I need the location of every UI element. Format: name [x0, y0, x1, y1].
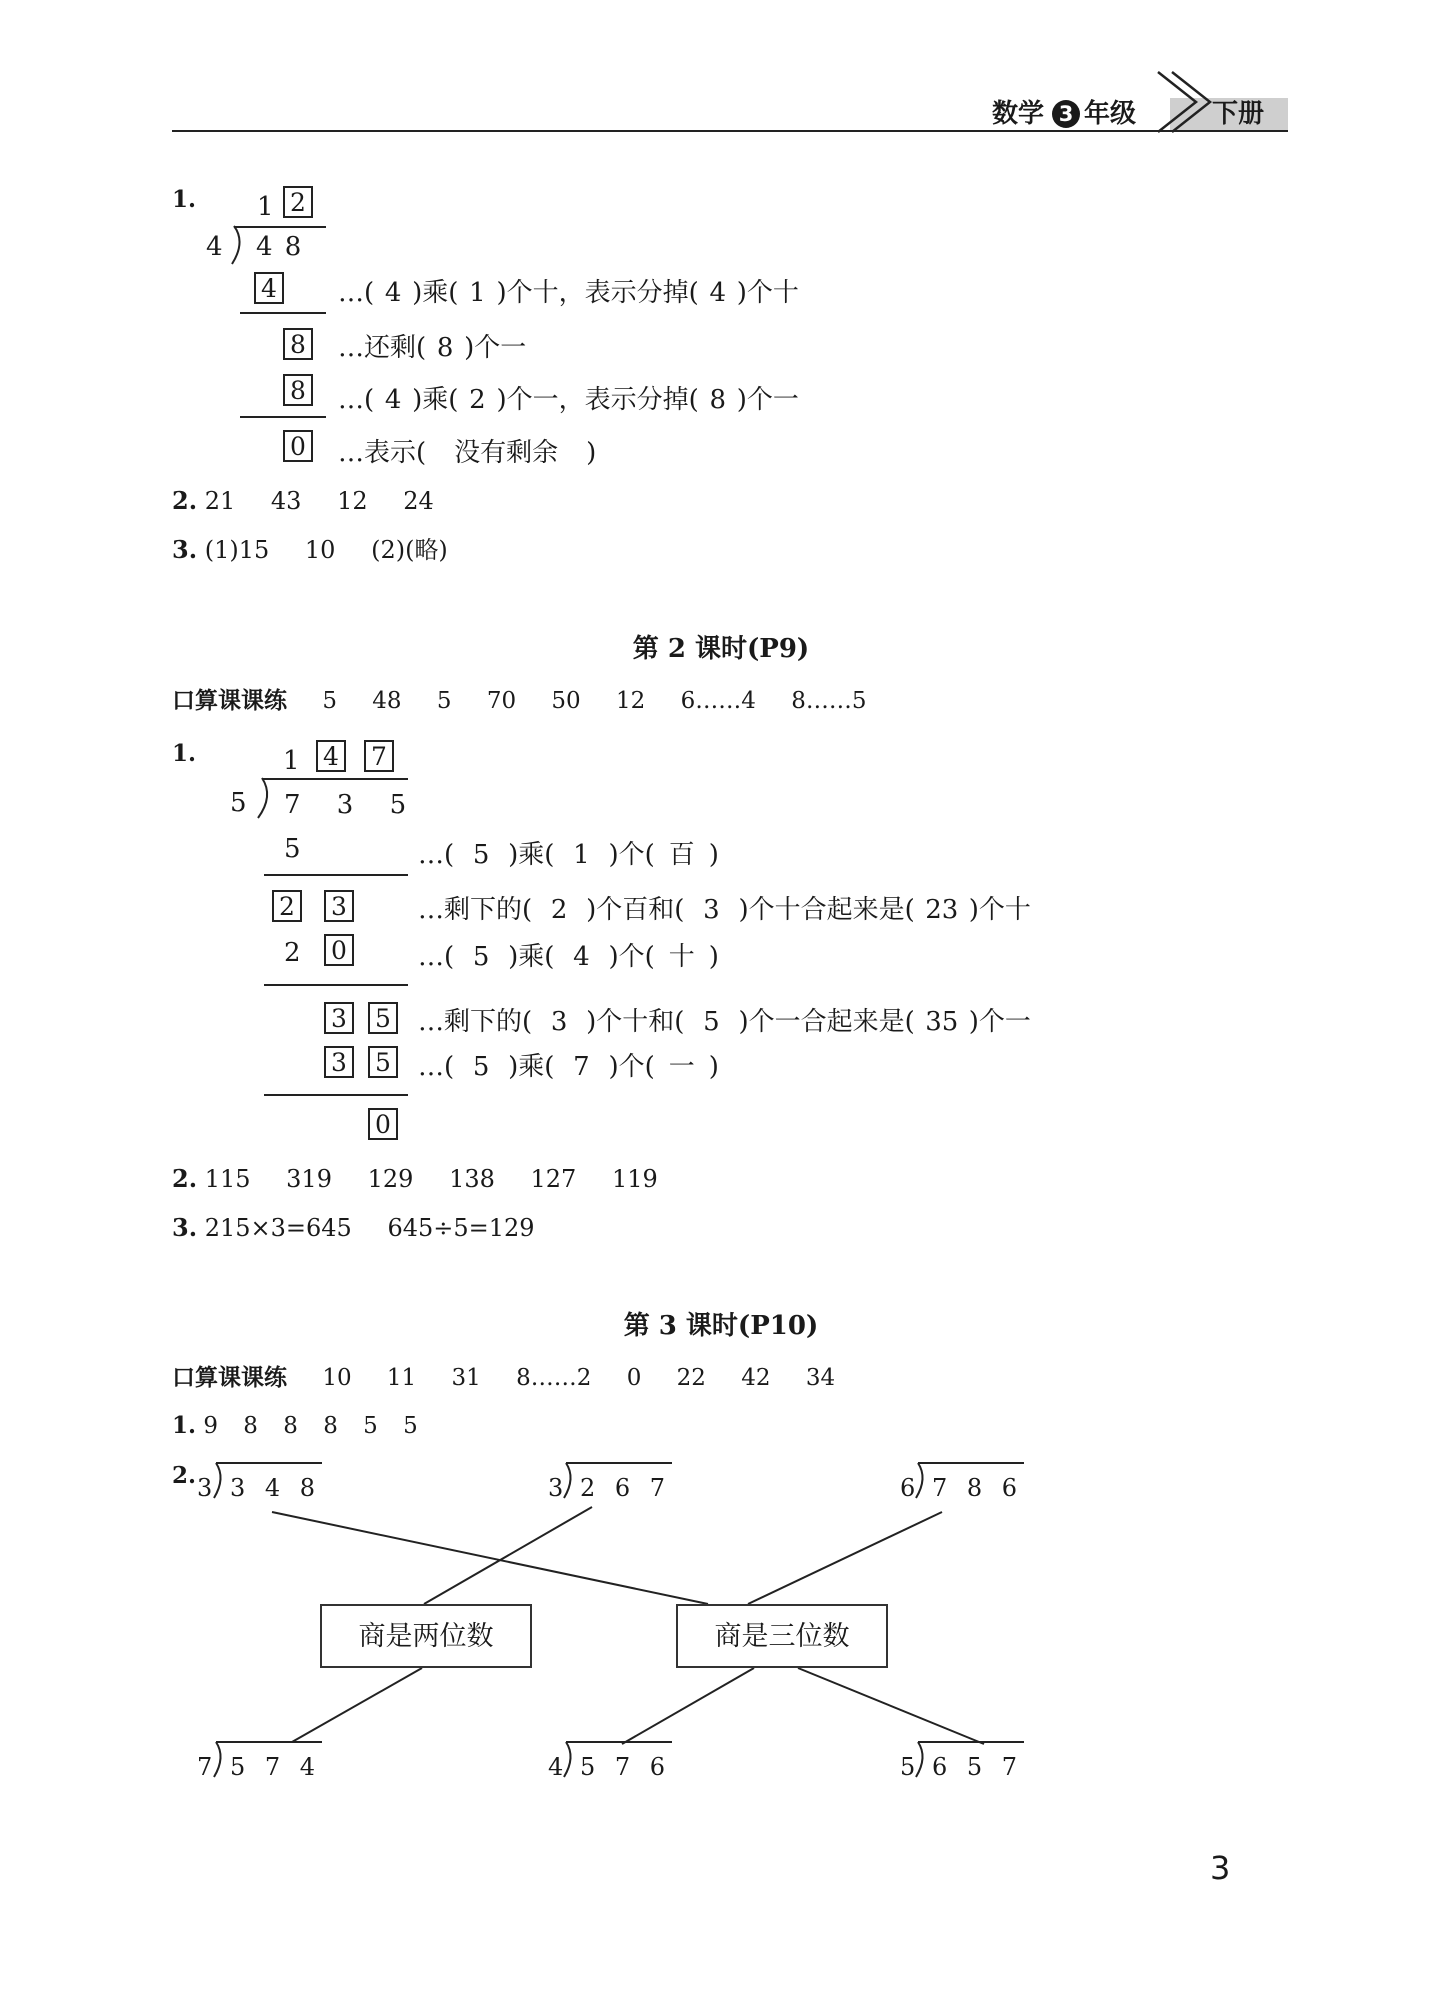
divisor: 4	[206, 232, 223, 262]
lesson1-q3: 3. (1)15 10 (2)(略)	[172, 535, 448, 564]
step-box: 0	[324, 934, 354, 966]
header-volume: 下册	[1212, 99, 1265, 129]
quotient-digit: 1	[283, 746, 300, 776]
division-dividend: 6 5 7	[932, 1753, 1024, 1781]
explanation-line: …剩下的( 3 )个十和( 5 )个一合起来是( 35 )个一	[418, 1007, 1031, 1037]
step-box: 4	[254, 272, 284, 304]
step-value: 2	[284, 938, 301, 968]
explanation-line: …表示( 没有剩余 )	[338, 438, 597, 468]
division-divisor: 5	[900, 1753, 916, 1781]
lesson2-q2: 2. 115 319 129 138 127 119	[172, 1164, 658, 1193]
step-box: 5	[368, 1046, 398, 1078]
divisor: 5	[230, 788, 247, 818]
lesson2-q1-number: 1.	[172, 740, 197, 767]
explanation-line: …( 4 )乘( 2 )个一，表示分掉( 8 )个一	[338, 385, 799, 415]
lesson1-q1-number: 1.	[172, 186, 197, 213]
division-dividend: 7 8 6	[932, 1474, 1024, 1502]
lesson3-q1: 1. 9 8 8 8 5 5	[172, 1412, 418, 1439]
step-box: 0	[368, 1108, 398, 1140]
division-dividend: 5 7 6	[580, 1753, 672, 1781]
division-dividend: 5 7 4	[230, 1753, 322, 1781]
quotient-box: 7	[364, 740, 394, 772]
step-value: 5	[284, 834, 301, 864]
step-box: 5	[368, 1002, 398, 1034]
division-divisor: 6	[900, 1474, 916, 1502]
explanation-line: …( 4 )乘( 1 )个十，表示分掉( 4 )个十	[338, 278, 799, 308]
lesson3-q2-number: 2.	[172, 1462, 197, 1489]
dividend: 7 3 5	[284, 790, 421, 820]
dividend: 4 8	[256, 232, 304, 262]
division-divisor: 3	[548, 1474, 564, 1502]
division-divisor: 7	[197, 1753, 213, 1781]
lesson1-q2: 2. 21 43 12 24	[172, 486, 434, 515]
explanation-line: …( 5 )乘( 7 )个( 一 )	[418, 1052, 719, 1082]
explanation-line: …剩下的( 2 )个百和( 3 )个十合起来是( 23 )个十	[418, 895, 1031, 925]
division-dividend: 2 6 7	[580, 1474, 672, 1502]
step-box: 0	[283, 430, 313, 462]
quotient-digit: 1	[257, 192, 274, 222]
quotient-box: 4	[316, 740, 346, 772]
header-subject: 数学	[992, 99, 1045, 129]
lesson3-oral: 口算课课练 10 11 31 8……2 0 22 42 34	[172, 1365, 836, 1391]
lesson2-oral: 口算课课练 5 48 5 70 50 12 6……4 8……5	[172, 688, 867, 714]
explanation-line: …( 5 )乘( 1 )个( 百 )	[418, 840, 719, 870]
page-number: 3	[1210, 1849, 1231, 1887]
header-grade-suffix: 年级	[1084, 99, 1137, 129]
division-dividend: 3 4 8	[230, 1474, 322, 1502]
step-box: 3	[324, 1002, 354, 1034]
division-divisor: 3	[197, 1474, 213, 1502]
lesson3-title: 第 3 课时(P10)	[623, 1311, 819, 1341]
step-box: 3	[324, 890, 354, 922]
step-box: 8	[283, 374, 313, 406]
lesson2-q3: 3. 215×3=645 645÷5=129	[172, 1213, 535, 1242]
step-box: 3	[324, 1046, 354, 1078]
division-divisor: 4	[548, 1753, 564, 1781]
grade-circle: 3	[1052, 100, 1080, 128]
quotient-box: 2	[283, 186, 313, 218]
category-box-three-digit: 商是三位数	[676, 1604, 888, 1668]
explanation-line: …还剩( 8 )个一	[338, 333, 527, 363]
step-box: 8	[283, 328, 313, 360]
explanation-line: …( 5 )乘( 4 )个( 十 )	[418, 942, 719, 972]
step-box: 2	[272, 890, 302, 922]
lesson2-title: 第 2 课时(P9)	[632, 634, 810, 664]
category-box-two-digit: 商是两位数	[320, 1604, 532, 1668]
